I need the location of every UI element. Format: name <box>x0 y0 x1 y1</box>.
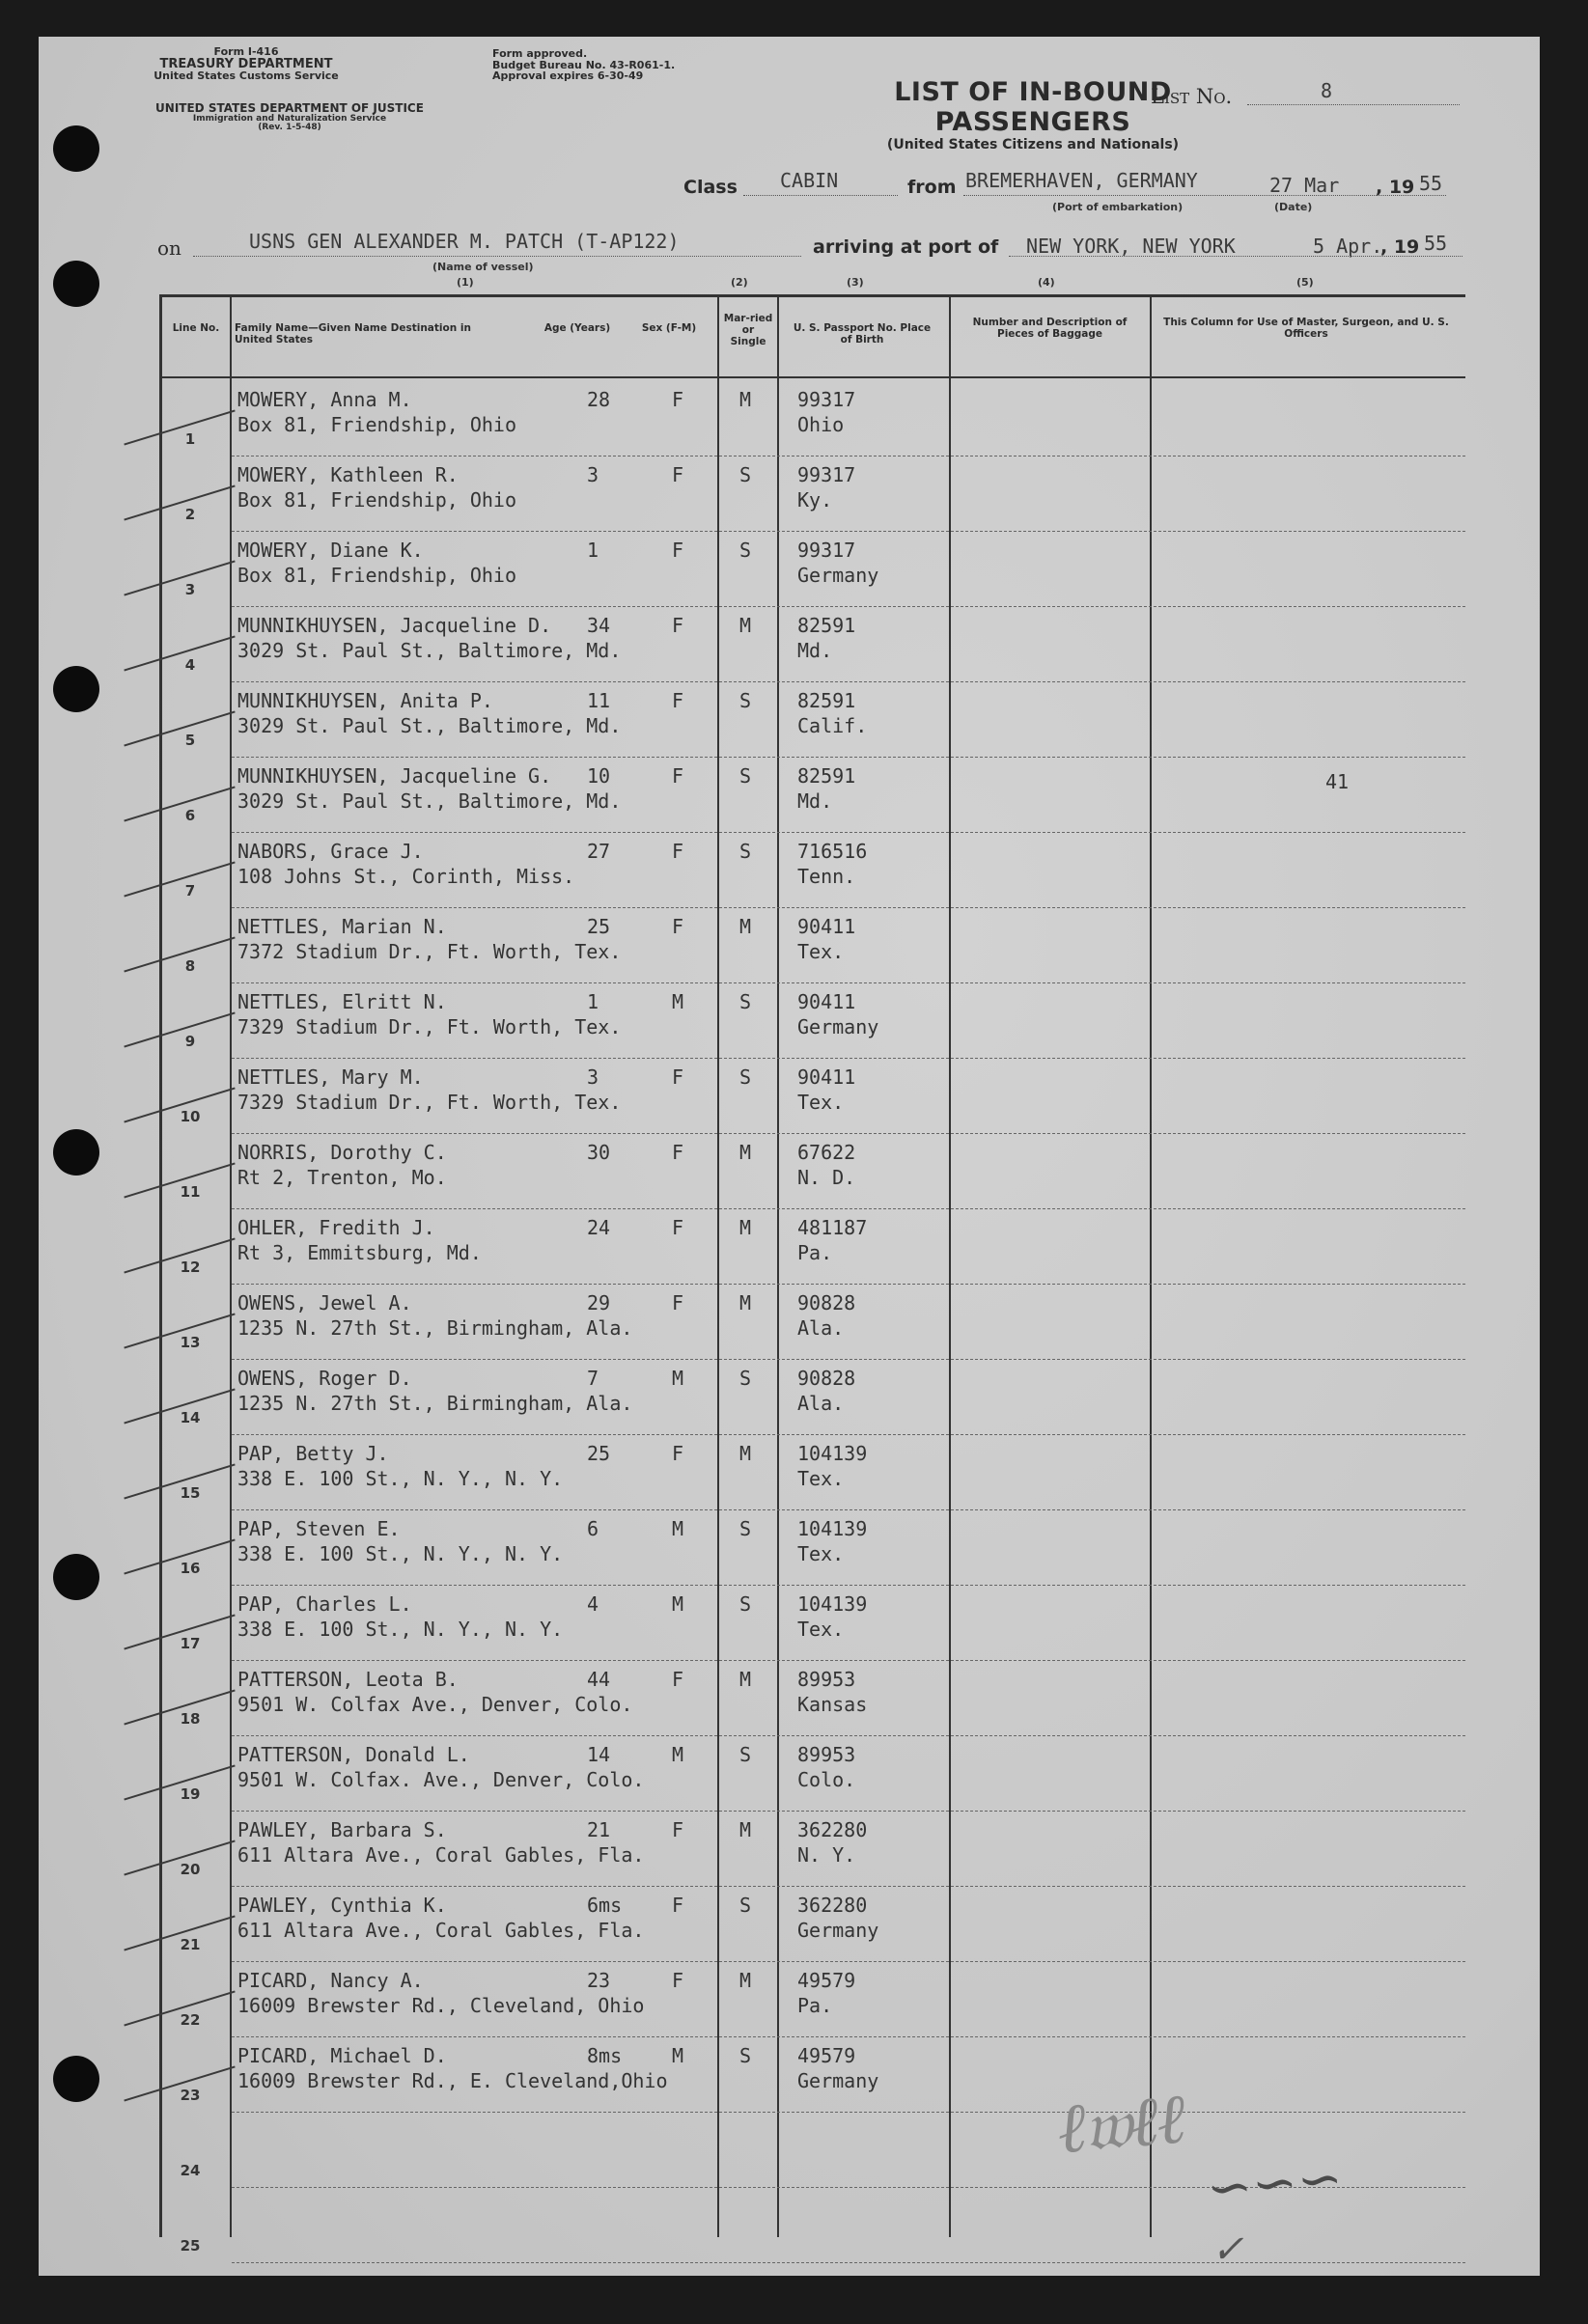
line-number: 25 <box>180 2237 201 2255</box>
table-row <box>162 1284 1465 1359</box>
passport-number: 90411 <box>797 915 856 938</box>
passenger-sex: F <box>672 539 684 562</box>
passenger-address: 3029 St. Paul St., Baltimore, Md. <box>237 714 622 737</box>
passenger-name: OHLER, Fredith J. <box>237 1216 435 1239</box>
passenger-name: PAP, Betty J. <box>237 1442 389 1465</box>
passport-number: 362280 <box>797 1894 868 1917</box>
passenger-age: 34 <box>587 614 611 637</box>
passenger-sex: F <box>672 1291 684 1314</box>
form-approval: Form approved. Budget Bureau No. 43-R061-1. Approval expires 6-30-49 <box>492 47 676 83</box>
date-caption: (Date) <box>1274 201 1313 213</box>
binder-hole <box>53 666 99 712</box>
table-row <box>162 1058 1465 1133</box>
marital-status: M <box>739 1818 752 1841</box>
marital-status: S <box>739 1517 752 1540</box>
passenger-age: 6 <box>587 1517 599 1540</box>
passenger-name: NETTLES, Mary M. <box>237 1065 424 1089</box>
table-row <box>162 1811 1465 1886</box>
ins-title: Immigration and Naturalization Service <box>192 113 387 124</box>
place-of-birth: N. D. <box>797 1166 856 1189</box>
passenger-sex: F <box>672 1216 684 1239</box>
table-row <box>162 380 1465 456</box>
page-subtitle: (United States Citizens and Nationals) <box>886 137 1180 152</box>
header-passport: U. S. Passport No. Place of Birth <box>793 322 932 346</box>
officer-note: 41 <box>1325 770 1350 793</box>
header-name: Family Name—Given Name Destination in United States <box>235 322 471 346</box>
passenger-age: 14 <box>587 1743 611 1766</box>
officer-signature: ℓ𝔴ℓℓ <box>1053 2077 1187 2170</box>
place-of-birth: Tex. <box>797 1467 845 1490</box>
marital-status: M <box>739 1442 752 1465</box>
passenger-age: 30 <box>587 1141 611 1164</box>
place-of-birth: Kansas <box>797 1693 868 1716</box>
marital-status: M <box>739 1141 752 1164</box>
marital-status: M <box>739 1969 752 1992</box>
passenger-address: 9501 W. Colfax. Ave., Denver, Colo. <box>237 1768 645 1791</box>
check-mark: ✓ <box>1212 2227 1244 2272</box>
departure-year: 55 <box>1419 172 1443 195</box>
passport-number: 89953 <box>797 1743 856 1766</box>
binder-hole <box>53 2056 99 2102</box>
place-of-birth: Tex. <box>797 1542 845 1565</box>
line-number: 20 <box>180 1861 201 1878</box>
passenger-age: 25 <box>587 1442 611 1465</box>
passenger-age: 3 <box>587 463 599 486</box>
marital-status: S <box>739 463 752 486</box>
passenger-sex: M <box>672 990 684 1013</box>
line-number: 4 <box>184 656 196 674</box>
passenger-address: 7329 Stadium Dr., Ft. Worth, Tex. <box>237 1091 622 1114</box>
passenger-address: 9501 W. Colfax Ave., Denver, Colo. <box>237 1693 633 1716</box>
passenger-address: Box 81, Friendship, Ohio <box>237 413 516 436</box>
marital-status: M <box>739 915 752 938</box>
table-row <box>162 456 1465 531</box>
passenger-sex: F <box>672 1442 684 1465</box>
marital-status: S <box>739 764 752 788</box>
passenger-sex: F <box>672 840 684 863</box>
passenger-age: 44 <box>587 1668 611 1691</box>
passport-number: 104139 <box>797 1592 868 1616</box>
passenger-sex: F <box>672 1668 684 1691</box>
passenger-sex: F <box>672 1818 684 1841</box>
place-of-birth: Germany <box>797 1015 879 1038</box>
passenger-age: 7 <box>587 1367 599 1390</box>
passenger-name: PICARD, Michael D. <box>237 2044 447 2067</box>
table-row <box>162 1961 1465 2036</box>
passenger-sex: M <box>672 1517 684 1540</box>
header-sex: Sex (F-M) <box>641 322 697 334</box>
place-of-birth: Md. <box>797 789 833 813</box>
passport-number: 67622 <box>797 1141 856 1164</box>
marital-status: M <box>739 1668 752 1691</box>
table-row <box>162 1585 1465 1660</box>
line-number: 2 <box>184 506 196 523</box>
passenger-age: 24 <box>587 1216 611 1239</box>
passport-number: 716516 <box>797 840 868 863</box>
passenger-address: 338 E. 100 St., N. Y., N. Y. <box>237 1467 564 1490</box>
passenger-sex: M <box>672 1592 684 1616</box>
passenger-address: 338 E. 100 St., N. Y., N. Y. <box>237 1618 564 1641</box>
header-age: Age (Years) <box>543 322 611 334</box>
passport-number: 82591 <box>797 764 856 788</box>
table-row <box>162 1886 1465 1961</box>
header-married: Mar-ried or Single <box>723 313 773 348</box>
table-row <box>162 681 1465 757</box>
officer-initials: ∽∽∽ <box>1204 2145 1346 2222</box>
binder-hole <box>53 1554 99 1600</box>
passenger-age: 1 <box>587 990 599 1013</box>
passport-number: 89953 <box>797 1668 856 1691</box>
page-title: LIST OF IN-BOUND PASSENGERS <box>894 77 1172 137</box>
passenger-name: PICARD, Nancy A. <box>237 1969 424 1992</box>
list-no-value: 8 <box>1321 79 1333 102</box>
passport-number: 362280 <box>797 1818 868 1841</box>
line-number: 14 <box>180 1409 201 1426</box>
table-row <box>162 1735 1465 1811</box>
passport-number: 104139 <box>797 1442 868 1465</box>
passenger-age: 28 <box>587 388 611 411</box>
passenger-sex: F <box>672 1065 684 1089</box>
passenger-address: Box 81, Friendship, Ohio <box>237 488 516 512</box>
arrival-date: 5 Apr. <box>1313 235 1383 258</box>
table-row <box>162 907 1465 982</box>
passenger-name: MUNNIKHUYSEN, Jacqueline G. <box>237 764 552 788</box>
form-info <box>116 46 376 82</box>
place-of-birth: Tex. <box>797 1091 845 1114</box>
page-title-block <box>850 77 1216 152</box>
header-baggage: Number and Description of Pieces of Baggage <box>972 317 1128 341</box>
passport-number: 90828 <box>797 1367 856 1390</box>
passenger-sex: F <box>672 689 684 712</box>
table-row <box>162 757 1465 832</box>
table-row <box>162 1509 1465 1585</box>
line-number: 8 <box>184 957 196 975</box>
line-number: 5 <box>184 732 196 749</box>
passenger-age: 29 <box>587 1291 611 1314</box>
passenger-name: MOWERY, Anna M. <box>237 388 412 411</box>
passenger-sex: F <box>672 463 684 486</box>
list-no-label: List No. <box>1151 85 1233 108</box>
line-number: 16 <box>180 1560 201 1577</box>
table-row <box>162 982 1465 1058</box>
passport-number: 99317 <box>797 539 856 562</box>
doj-title: UNITED STATES DEPARTMENT OF JUSTICE <box>155 101 424 115</box>
line-number: 23 <box>180 2087 201 2104</box>
passport-number: 104139 <box>797 1517 868 1540</box>
passenger-address: 1235 N. 27th St., Birmingham, Ala. <box>237 1392 633 1415</box>
on-label: on <box>157 236 181 260</box>
place-of-birth: Tex. <box>797 940 845 963</box>
place-of-birth: Germany <box>797 1919 879 1942</box>
place-of-birth: N. Y. <box>797 1843 856 1867</box>
passenger-sex: M <box>672 1367 684 1390</box>
marital-status: S <box>739 1592 752 1616</box>
place-of-birth: Tenn. <box>797 865 856 888</box>
place-of-birth: Ala. <box>797 1392 845 1415</box>
table-row <box>162 606 1465 681</box>
line-number: 1 <box>184 430 196 448</box>
departure-date: 27 Mar <box>1269 174 1340 197</box>
line-number: 12 <box>180 1259 201 1276</box>
passport-number: 49579 <box>797 2044 856 2067</box>
passenger-sex: F <box>672 764 684 788</box>
place-of-birth: Pa. <box>797 1994 833 2017</box>
treasury-department: TREASURY DEPARTMENT <box>159 56 333 71</box>
marital-status: M <box>739 388 752 411</box>
class-value: CABIN <box>780 169 839 192</box>
line-number: 17 <box>180 1635 201 1652</box>
passenger-age: 10 <box>587 764 611 788</box>
passport-number: 82591 <box>797 689 856 712</box>
table-row <box>162 1660 1465 1735</box>
passenger-age: 1 <box>587 539 599 562</box>
passenger-address: Rt 2, Trenton, Mo. <box>237 1166 447 1189</box>
place-of-birth: Germany <box>797 564 879 587</box>
arrival-port: NEW YORK, NEW YORK <box>1026 235 1236 258</box>
passenger-name: PATTERSON, Donald L. <box>237 1743 470 1766</box>
line-number: 9 <box>184 1033 196 1050</box>
marital-status: S <box>739 539 752 562</box>
place-of-birth: Pa. <box>797 1241 833 1264</box>
marital-status: S <box>739 1894 752 1917</box>
revision: (Rev. 1-5-48) <box>258 123 321 133</box>
marital-status: S <box>739 840 752 863</box>
passenger-address: 611 Altara Ave., Coral Gables, Fla. <box>237 1919 645 1942</box>
passenger-name: PAP, Charles L. <box>237 1592 412 1616</box>
passenger-name: MOWERY, Diane K. <box>237 539 424 562</box>
binder-hole <box>53 125 99 172</box>
passenger-sex: F <box>672 614 684 637</box>
table-row <box>162 531 1465 606</box>
passenger-table <box>159 294 1465 2255</box>
passenger-address: 7372 Stadium Dr., Ft. Worth, Tex. <box>237 940 622 963</box>
marital-status: S <box>739 990 752 1013</box>
passenger-name: NABORS, Grace J. <box>237 840 424 863</box>
passenger-address: 108 Johns St., Corinth, Miss. <box>237 865 575 888</box>
line-number: 18 <box>180 1710 201 1728</box>
passenger-age: 25 <box>587 915 611 938</box>
passenger-age: 23 <box>587 1969 611 1992</box>
passenger-name: NETTLES, Marian N. <box>237 915 447 938</box>
passport-number: 90411 <box>797 990 856 1013</box>
vessel-name: USNS GEN ALEXANDER M. PATCH (T-AP122) <box>249 230 680 253</box>
binder-hole <box>53 1129 99 1176</box>
passenger-name: PAWLEY, Barbara S. <box>237 1818 447 1841</box>
passenger-name: MUNNIKHUYSEN, Jacqueline D. <box>237 614 552 637</box>
passenger-sex: M <box>672 1743 684 1766</box>
passenger-address: 16009 Brewster Rd., Cleveland, Ohio <box>237 1994 645 2017</box>
line-number: 13 <box>180 1334 201 1351</box>
passenger-address: 3029 St. Paul St., Baltimore, Md. <box>237 639 622 662</box>
form-number: Form I-416 <box>213 45 279 58</box>
place-of-birth: Ohio <box>797 413 845 436</box>
marital-status: M <box>739 1291 752 1314</box>
passenger-sex: M <box>672 2044 684 2067</box>
place-of-birth: Germany <box>797 2069 879 2092</box>
line-number: 6 <box>184 807 196 824</box>
passport-number: 90828 <box>797 1291 856 1314</box>
passenger-sex: F <box>672 915 684 938</box>
passport-number: 90411 <box>797 1065 856 1089</box>
passenger-name: OWENS, Roger D. <box>237 1367 412 1390</box>
passenger-name: PATTERSON, Leota B. <box>237 1668 459 1691</box>
passenger-address: 16009 Brewster Rd., E. Cleveland,Ohio <box>237 2069 668 2092</box>
passenger-age: 11 <box>587 689 611 712</box>
place-of-birth: Md. <box>797 639 833 662</box>
arrival-year: 55 <box>1424 232 1448 255</box>
passport-number: 99317 <box>797 463 856 486</box>
table-row <box>162 1434 1465 1509</box>
table-row <box>162 832 1465 907</box>
marital-status: S <box>739 1367 752 1390</box>
passenger-name: NETTLES, Elritt N. <box>237 990 447 1013</box>
passport-number: 481187 <box>797 1216 868 1239</box>
line-number: 3 <box>184 581 196 598</box>
passenger-address: 1235 N. 27th St., Birmingham, Ala. <box>237 1316 633 1340</box>
passenger-age: 4 <box>587 1592 599 1616</box>
customs-service: United States Customs Service <box>153 69 339 83</box>
table-row <box>162 1359 1465 1434</box>
place-of-birth: Calif. <box>797 714 868 737</box>
place-of-birth: Colo. <box>797 1768 856 1791</box>
line-number: 10 <box>180 1108 201 1125</box>
header-line: Line No. <box>172 322 220 334</box>
table-row <box>162 2036 1465 2112</box>
marital-status: M <box>739 614 752 637</box>
from-value: BREMERHAVEN, GERMANY <box>965 169 1198 192</box>
passenger-name: MOWERY, Kathleen R. <box>237 463 459 486</box>
binder-hole <box>53 261 99 307</box>
line-number: 7 <box>184 882 196 899</box>
line-number: 11 <box>180 1183 201 1201</box>
line-number: 24 <box>180 2162 201 2179</box>
passenger-sex: F <box>672 1969 684 1992</box>
line-number: 22 <box>180 2011 201 2029</box>
passenger-name: NORRIS, Dorothy C. <box>237 1141 447 1164</box>
class-label: Class <box>683 177 738 198</box>
passenger-name: MUNNIKHUYSEN, Anita P. <box>237 689 493 712</box>
passenger-address: 611 Altara Ave., Coral Gables, Fla. <box>237 1843 645 1867</box>
passenger-address: Rt 3, Emmitsburg, Md. <box>237 1241 482 1264</box>
marital-status: S <box>739 1743 752 1766</box>
passenger-age: 8ms <box>587 2044 623 2067</box>
line-number: 21 <box>180 1936 201 1953</box>
passenger-address: 7329 Stadium Dr., Ft. Worth, Tex. <box>237 1015 622 1038</box>
passenger-age: 21 <box>587 1818 611 1841</box>
place-of-birth: Ala. <box>797 1316 845 1340</box>
passenger-name: PAP, Steven E. <box>237 1517 401 1540</box>
marital-status: S <box>739 689 752 712</box>
from-label: from <box>907 177 957 198</box>
marital-status: S <box>739 2044 752 2067</box>
line-number: 19 <box>180 1785 201 1803</box>
passenger-address: 338 E. 100 St., N. Y., N. Y. <box>237 1542 564 1565</box>
passport-number: 99317 <box>797 388 856 411</box>
passenger-name: PAWLEY, Cynthia K. <box>237 1894 447 1917</box>
passenger-age: 3 <box>587 1065 599 1089</box>
header-officers: This Column for Use of Master, Surgeon, and U. S. Officers <box>1163 317 1449 341</box>
doj-block <box>116 102 463 132</box>
arriving-label: arriving at port of <box>813 236 999 258</box>
passenger-name: OWENS, Jewel A. <box>237 1291 412 1314</box>
passenger-address: 3029 St. Paul St., Baltimore, Md. <box>237 789 622 813</box>
port-embark-caption: (Port of embarkation) <box>1052 201 1184 213</box>
marital-status: S <box>739 1065 752 1089</box>
table-row <box>162 1208 1465 1284</box>
passenger-age: 6ms <box>587 1894 623 1917</box>
line-number: 15 <box>180 1484 201 1502</box>
passenger-age: 27 <box>587 840 611 863</box>
passenger-sex: F <box>672 1141 684 1164</box>
place-of-birth: Ky. <box>797 488 833 512</box>
place-of-birth: Tex. <box>797 1618 845 1641</box>
marital-status: M <box>739 1216 752 1239</box>
passenger-sex: F <box>672 1894 684 1917</box>
passenger-address: Box 81, Friendship, Ohio <box>237 564 516 587</box>
passport-number: 49579 <box>797 1969 856 1992</box>
vessel-caption: (Name of vessel) <box>432 261 534 273</box>
table-row <box>162 1133 1465 1208</box>
passport-number: 82591 <box>797 614 856 637</box>
passenger-sex: F <box>672 388 684 411</box>
